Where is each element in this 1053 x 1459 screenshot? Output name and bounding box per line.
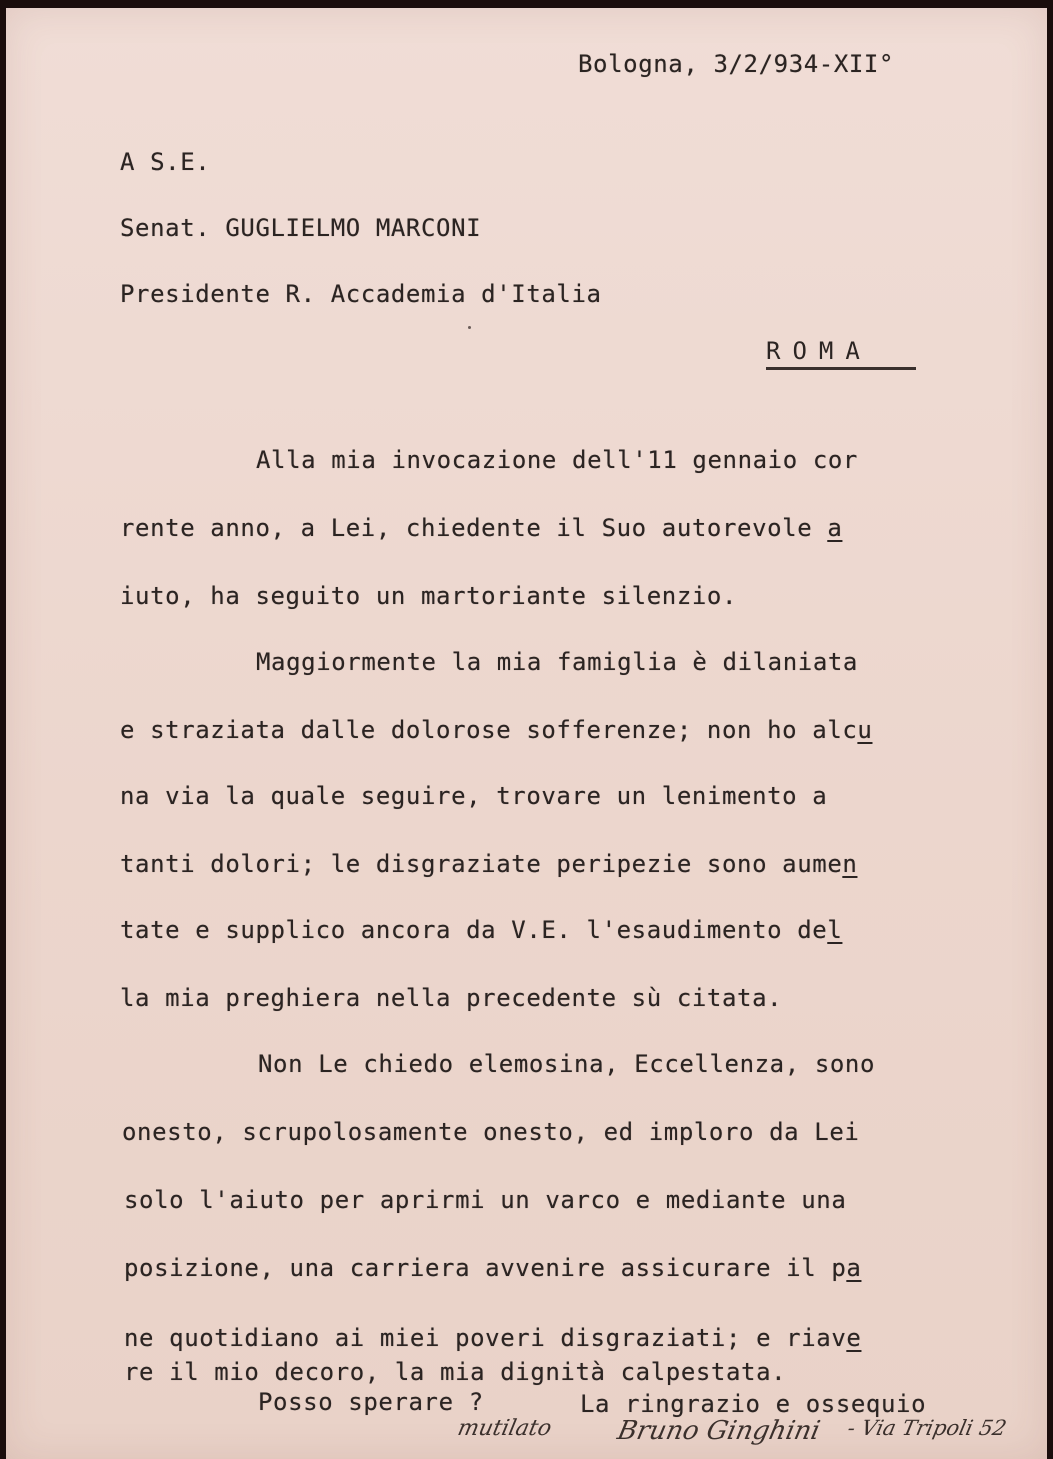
body-line-11: onesto, scrupolosamente onesto, ed imploro da Lei [122, 1118, 860, 1146]
body-line-2: rente anno, a Lei, chiedente il Suo autorevole a [120, 514, 843, 542]
body-line-12: solo l'aiuto per aprirmi un varco e mediante una [124, 1186, 847, 1214]
body-line-10: Non Le chiedo elemosina, Eccellenza, sono [258, 1050, 876, 1078]
recipient-honorific: A S.E. [120, 148, 211, 176]
body-line-9: la mia preghiera nella precedente sù citata. [120, 984, 783, 1012]
letter-page [6, 8, 1047, 1459]
closing-greeting: La ringrazio e ossequio [580, 1390, 927, 1418]
recipient-title: Presidente R. Accademia d'Italia [120, 280, 602, 308]
body-line-3: iuto, ha seguito un martoriante silenzio. [120, 582, 738, 610]
body-line-8: tate e supplico ancora da V.E. l'esaudimento del [120, 916, 843, 944]
recipient-city: ROMA [766, 337, 916, 370]
body-line-6: na via la quale seguire, trovare un lenimento a [120, 782, 828, 810]
body-line-14: ne quotidiano ai miei poveri disgraziati; e riave [124, 1324, 862, 1352]
body-line-15: re il mio decoro, la mia dignità calpestata. [124, 1358, 787, 1386]
closing-question: Posso sperare ? [258, 1388, 484, 1416]
signature-name: Bruno Ginghini [614, 1416, 823, 1446]
body-line-13: posizione, una carriera avvenire assicurare il pa [124, 1254, 862, 1282]
body-line-1: Alla mia invocazione dell'11 gennaio cor [256, 446, 858, 474]
body-line-5: e straziata dalle dolorose sofferenze; non ho alcu [120, 716, 873, 744]
body-line-7: tanti dolori; le disgraziate peripezie sono aumen [120, 850, 858, 878]
signature-address: - Via Tripoli 52 [845, 1416, 1009, 1440]
letter-date: Bologna, 3/2/934-XII° [578, 50, 895, 78]
body-line-4: Maggiormente la mia famiglia è dilaniata [256, 648, 858, 676]
paper-mark [468, 326, 471, 329]
recipient-name: Senat. GUGLIELMO MARCONI [120, 214, 482, 242]
signature-note: mutilato [455, 1416, 554, 1441]
